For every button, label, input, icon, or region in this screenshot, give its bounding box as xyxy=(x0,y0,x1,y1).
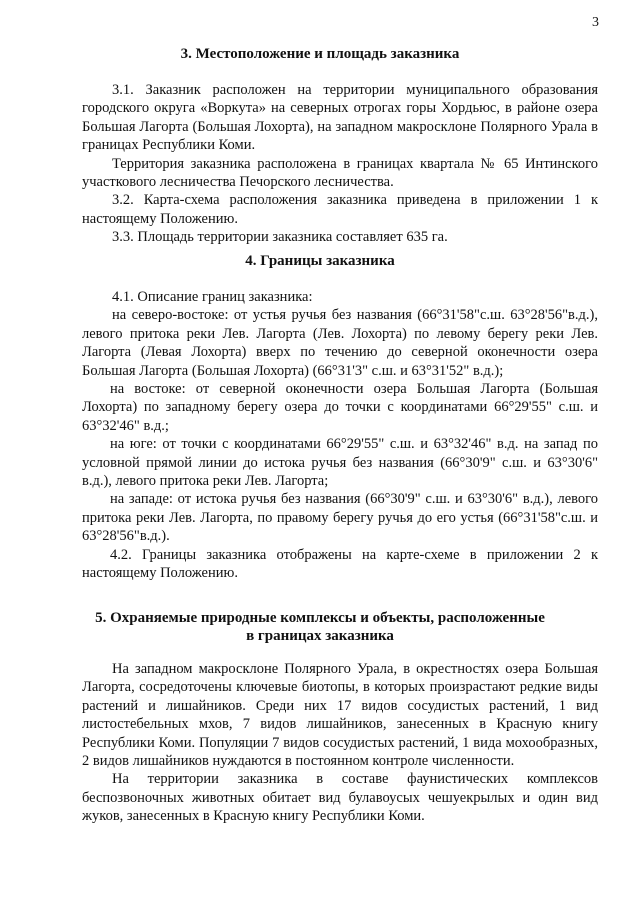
paragraph-3-3: 3.3. Площадь территории заказника составляет 635 га. xyxy=(112,229,448,246)
section-5-body xyxy=(82,660,598,826)
paragraph-5-flora: На западном макросклоне Полярного Урала, в окрестностях озера Большая Лагорта, сосредоточены ключевые биотопы, в которых произрастают редкие виды растений и лишайников. Среди них 17 видов сосудистых растений, 1 вид листостебельных мхов, 7 видов лишайников, занесенных в Красную книгу Республики Коми. Популяции 7 видов сосудистых растений, 1 вида мохообразных, 2 видов лишайников нуждаются в постоянном контроле численности. xyxy=(82,661,598,770)
section-5-heading-line-1: 5. Охраняемые природные комплексы и объекты, расположенные xyxy=(95,610,545,626)
section-5-heading xyxy=(0,609,640,645)
paragraph-3-2: 3.2. Карта-схема расположения заказника приведена в приложении 1 к настоящему Положению. xyxy=(82,192,598,227)
paragraph-3-1-forestry: Территория заказника расположена в границах квартала № 65 Интинского участкового лесничества Печорского лесничества. xyxy=(82,155,598,191)
boundary-south: на юге: от точки с координатами 66°29'55" с.ш. и 63°32'46" в.д. на запад по условной прямой линии до истока ручья без названия (66°30'9" с.ш. и 63°30'6" в.д.), левого притока реки Лев. Лагорта; xyxy=(82,436,598,490)
boundary-west: на западе: от истока ручья без названия (66°30'9" с.ш. и 63°30'6" в.д.), левого притока реки Лев. Лагорта, по правому берегу ручья до его устья (66°31'58"с.ш. и 63°28'56"в.д.). xyxy=(82,491,598,545)
section-4-heading: 4. Границы заказника xyxy=(245,253,395,269)
section-3-heading: 3. Местоположение и площадь заказника xyxy=(180,46,460,62)
section-5-heading-line-2: в границах заказника xyxy=(246,628,394,644)
section-4-body xyxy=(82,288,598,583)
section-3-body xyxy=(82,81,598,247)
page-number: 3 xyxy=(592,15,599,30)
paragraph-5-fauna: На территории заказника в составе фаунистических комплексов беспозвоночных животных обитает вид булавоусых чешуекрылых и один вид жуков, занесенных в Красную книгу Республики Коми. xyxy=(82,771,598,825)
paragraph-4-1: 4.1. Описание границ заказника: xyxy=(112,289,313,305)
boundary-east: на востоке: от северной оконечности озера Большая Лагорта (Большая Лохорта) по западному берегу озера до точки с координатами 66°29'55" с.ш. и 63°32'46" в.д.; xyxy=(82,381,598,434)
paragraph-3-1: 3.1. Заказник расположен на территории муниципального образования городского округа «Воркута» на северных отрогах горы Хордьюс, в районе озера Большая Лагорта (Большая Лохорта), на западном макросклоне Полярного Урала в границах Республики Коми. xyxy=(82,82,598,154)
boundary-northeast: на северо-востоке: от устья ручья без названия (66°31'58"с.ш. 63°28'56"в.д.), левого притока реки Лев. Лагорта (Лев. Лохорта) по левому берегу реки Лев. Лагорта (Левая Лохорта) вверх по течению до северной оконечности озера Большая Лагорта (Большая Лохорта) (66°31'3" с.ш. и 63°31'52" в.д.); xyxy=(82,307,598,379)
paragraph-4-2: 4.2. Границы заказника отображены на карте-схеме в приложении 2 к настоящему Положению. xyxy=(82,546,598,582)
